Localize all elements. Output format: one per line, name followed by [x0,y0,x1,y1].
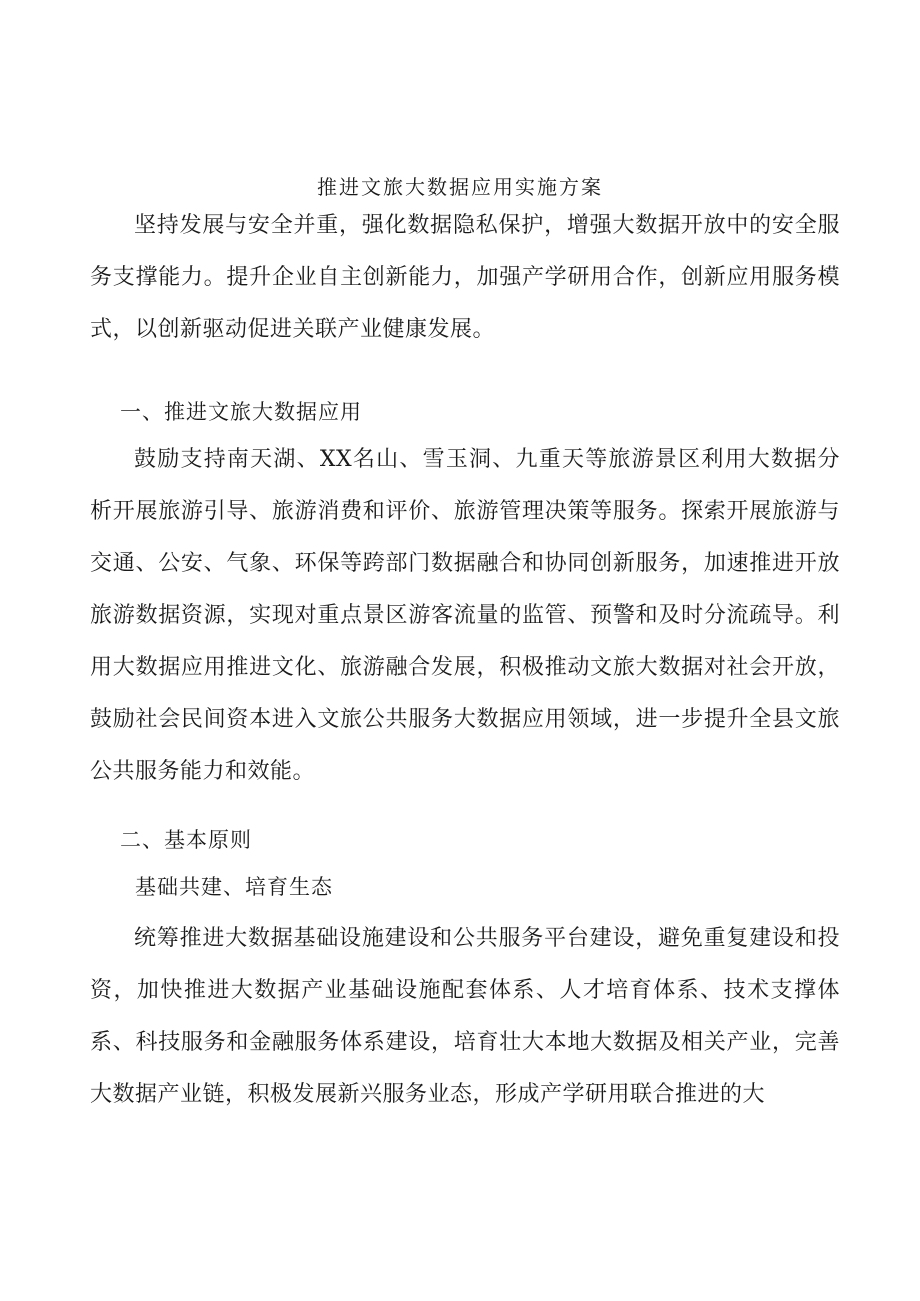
section-1-heading: 一、推进文旅大数据应用 [120,400,362,424]
section-2-heading: 二、基本原则 [120,828,252,852]
section-1-paragraph: 鼓励支持南天湖、XX名山、雪玉洞、九重天等旅游景区利用大数据分析开展旅游引导、旅游消费和评价、旅游管理决策等服务。探索开展旅游与交通、公安、气象、环保等跨部门数据融合和协同创新服务，加速推进开放旅游数据资源，实现对重点景区游客流量的监管、预警和及时分流疏导。利用大数据应用推进文化、旅游融合发展，积极推动文旅大数据对社会开放，鼓励社会民间资本进入文旅公共服务大数据应用领域，进一步提升全县文旅公共服务能力和效能。 [90,447,840,784]
document-title: 推进文旅大数据应用实施方案 [317,175,603,199]
section-2-paragraph: 统筹推进大数据基础设施建设和公共服务平台建设，避免重复建设和投资，加快推进大数据产业基础设施配套体系、人才培育体系、技术支撑体系、科技服务和金融服务体系建设，培育壮大本地大数据及相关产业，完善大数据产业链，积极发展新兴服务业态，形成产学研用联合推进的大 [90,926,840,1107]
section-2-subheading: 基础共建、培育生态 [135,875,333,899]
intro-paragraph: 坚持发展与安全并重，强化数据隐私保护，增强大数据开放中的安全服务支撑能力。提升企业自主创新能力，加强产学研用合作，创新应用服务模式，以创新驱动促进关联产业健康发展。 [90,213,840,342]
